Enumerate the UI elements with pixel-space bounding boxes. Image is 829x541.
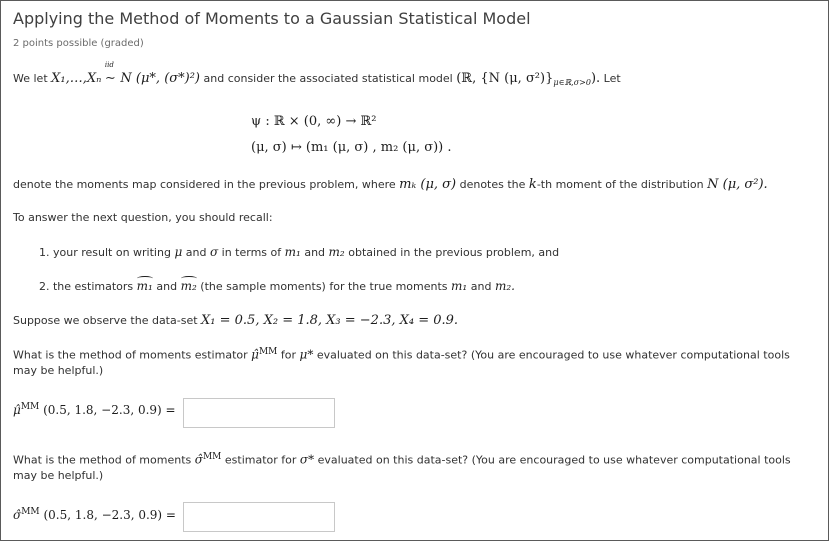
points-label: 2 points possible (graded): [13, 38, 144, 49]
dataset-pre: Suppose we observe the data-set: [13, 314, 198, 327]
intro-consider: and consider the associated statistical model: [203, 72, 453, 85]
recall-item2-and2: and: [470, 280, 492, 293]
recall-item2-pre: 2. the estimators: [39, 280, 134, 293]
intro-model-sub: μ∈ℝ,σ>0: [553, 78, 591, 88]
intro-distribution: N (μ*, (σ*)²): [120, 71, 200, 86]
question1-post: evaluated on this data-set? (You are encouraged to use whatever computational tools: [316, 348, 790, 362]
denote-k: k: [528, 177, 537, 192]
recall-item2-m2: m₂.: [494, 279, 515, 293]
recall-item2-and: and: [156, 280, 178, 293]
question2-line2: may be helpful.): [13, 469, 104, 482]
mu-estimate-input[interactable]: [183, 398, 335, 428]
question1-sup: MM: [258, 347, 278, 357]
question2-param: σ*: [299, 452, 315, 467]
recall-item-1: [39, 245, 559, 259]
recall-item1-post: obtained in the previous problem, and: [348, 246, 560, 259]
denote-pre: denote the moments map considered in the previous problem, where: [13, 178, 396, 191]
sigma-estimate-input[interactable]: [183, 502, 335, 532]
question2-estimator: σ̂: [194, 452, 203, 467]
question2-lhs-args: (0.5, 1.8, −2.3, 0.9) =: [43, 508, 176, 522]
dataset-values: X₁ = 0.5, X₂ = 1.8, X₃ = −2.3, X₄ = 0.9.: [201, 313, 459, 328]
question2-mid: estimator for: [224, 453, 297, 467]
question1-mid: for: [280, 348, 297, 362]
recall-heading: To answer the next question, you should recall:: [13, 211, 273, 224]
recall-item1-m2: m₂: [328, 245, 345, 259]
recall-item1-pre: 1. your result on writing: [39, 246, 171, 259]
question1-line1: [13, 347, 790, 362]
denote-mk: mₖ (μ, σ): [399, 177, 457, 192]
recall-item2-m2hat: m₂: [180, 279, 197, 293]
denote-line: [13, 177, 768, 192]
intro-approx: ∼: [104, 71, 116, 86]
recall-item1-mid: in terms of: [221, 246, 282, 259]
intro-let: Let: [603, 72, 621, 85]
question2-sup: MM: [202, 452, 222, 462]
question1-lhs-estimator: μ̂: [13, 403, 21, 417]
denote-dist: N (μ, σ²).: [707, 177, 768, 192]
question2-line1: [13, 452, 791, 467]
question2-lhs-estimator: σ̂: [13, 508, 22, 522]
recall-item1-m1: m₁: [284, 245, 301, 259]
moments-map-line2: (μ, σ) ↦ (m₁ (μ, σ) , m₂ (μ, σ)) .: [251, 140, 452, 155]
question1-pre: What is the method of moments estimator: [13, 348, 248, 362]
intro-iid: iid: [104, 61, 114, 69]
recall-item1-and: and: [185, 246, 207, 259]
moments-map-line1: ψ : ℝ × (0, ∞) → ℝ²: [251, 114, 377, 129]
denote-post: -th moment of the distribution: [536, 178, 704, 191]
recall-item2-m1hat: m₁: [136, 279, 153, 293]
question2-lhs-sup: MM: [21, 507, 40, 517]
question2-post: evaluated on this data-set? (You are encouraged to use whatever computational tools: [317, 453, 791, 467]
question1-line2: may be helpful.): [13, 364, 104, 377]
recall-item-2: [39, 279, 515, 293]
recall-item2-m1: m₁: [451, 279, 468, 293]
recall-item1-and2: and: [304, 246, 326, 259]
denote-mid: denotes the: [459, 178, 526, 191]
question2-pre: What is the method of moments: [13, 453, 192, 467]
recall-item1-sigma: σ: [209, 245, 219, 259]
question1-estimator: μ̂: [251, 347, 259, 362]
problem-title: Applying the Method of Moments to a Gaussian Statistical Model: [13, 9, 531, 28]
intro-sample: X₁,…,Xₙ: [51, 71, 102, 86]
recall-item2-mid: (the sample moments) for the true moments: [200, 280, 448, 293]
intro-iid-symbol: [104, 61, 117, 86]
question1-lhs-args: (0.5, 1.8, −2.3, 0.9) =: [43, 403, 176, 417]
recall-item1-mu: μ: [174, 245, 183, 259]
question2-lhs: [13, 507, 176, 522]
intro-we-let: We let: [13, 72, 48, 85]
question1-lhs: [13, 402, 176, 417]
dataset-line: [13, 313, 458, 328]
intro-model-close: ).: [590, 71, 601, 86]
question1-lhs-sup: MM: [20, 402, 40, 412]
intro-line: [13, 61, 621, 88]
question1-param: μ*: [299, 347, 314, 362]
intro-model: (ℝ, {N (μ, σ²)}: [456, 71, 554, 86]
